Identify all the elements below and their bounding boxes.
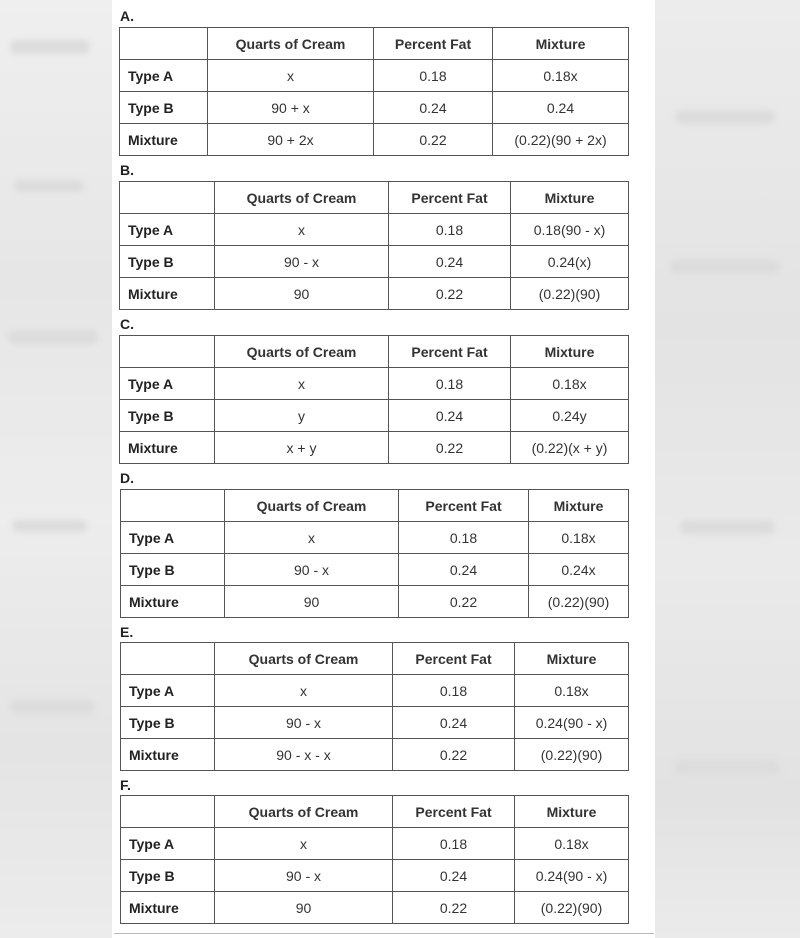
header-quarts: Quarts of Cream <box>215 643 393 675</box>
divider <box>114 933 654 934</box>
fat-cell: 0.24 <box>399 554 529 586</box>
mixture-cell: (0.22)(90) <box>515 892 629 924</box>
answer-choices-page <box>112 0 655 938</box>
fat-cell: 0.22 <box>389 432 511 464</box>
fat-cell: 0.24 <box>389 246 511 278</box>
right-background <box>655 0 800 938</box>
row-label: Type B <box>120 246 215 278</box>
choice-label: B. <box>120 162 134 178</box>
row-label: Mixture <box>121 892 215 924</box>
row-label: Mixture <box>121 739 215 771</box>
quarts-cell: x <box>215 675 393 707</box>
fat-cell: 0.18 <box>389 214 511 246</box>
mixture-cell: 0.24x <box>529 554 629 586</box>
fat-cell: 0.24 <box>393 707 515 739</box>
header-row <box>121 643 629 675</box>
fat-cell: 0.22 <box>393 739 515 771</box>
row-label: Type A <box>120 60 208 92</box>
quarts-cell: x <box>215 368 389 400</box>
mixture-table <box>119 335 629 464</box>
mixture-cell: 0.18x <box>529 522 629 554</box>
fat-cell: 0.22 <box>393 892 515 924</box>
header-quarts: Quarts of Cream <box>225 490 399 522</box>
header-mixture: Mixture <box>515 796 629 828</box>
quarts-cell: 90 - x <box>215 860 393 892</box>
choice-label: D. <box>120 470 134 486</box>
fat-cell: 0.24 <box>393 860 515 892</box>
row-label: Type B <box>121 554 225 586</box>
fat-cell: 0.18 <box>399 522 529 554</box>
table-row <box>121 522 629 554</box>
row-label: Type B <box>120 92 208 124</box>
table-row <box>121 892 629 924</box>
table-row <box>120 214 629 246</box>
table-row <box>121 739 629 771</box>
table-row <box>120 60 629 92</box>
header-mixture: Mixture <box>493 28 629 60</box>
header-mixture: Mixture <box>511 336 629 368</box>
fat-cell: 0.22 <box>399 586 529 618</box>
left-background <box>0 0 112 938</box>
fat-cell: 0.18 <box>393 675 515 707</box>
row-label: Type A <box>120 214 215 246</box>
mixture-cell: 0.24(90 - x) <box>515 707 629 739</box>
quarts-cell: 90 + 2x <box>208 124 374 156</box>
quarts-cell: x <box>208 60 374 92</box>
quarts-cell: x <box>225 522 399 554</box>
quarts-cell: x + y <box>215 432 389 464</box>
fat-cell: 0.22 <box>389 278 511 310</box>
table-row <box>120 432 629 464</box>
quarts-cell: 90 - x <box>225 554 399 586</box>
table-row <box>120 92 629 124</box>
mixture-table <box>120 642 629 771</box>
header-quarts: Quarts of Cream <box>208 28 374 60</box>
header-quarts: Quarts of Cream <box>215 796 393 828</box>
mixture-cell: 0.18x <box>515 675 629 707</box>
row-label: Type B <box>121 860 215 892</box>
mixture-cell: 0.24(90 - x) <box>515 860 629 892</box>
mixture-cell: 0.18(90 - x) <box>511 214 629 246</box>
quarts-cell: 90 + x <box>208 92 374 124</box>
mixture-cell: 0.24 <box>493 92 629 124</box>
row-label: Mixture <box>120 278 215 310</box>
header-fat: Percent Fat <box>393 796 515 828</box>
quarts-cell: 90 - x <box>215 246 389 278</box>
header-fat: Percent Fat <box>389 336 511 368</box>
header-quarts: Quarts of Cream <box>215 336 389 368</box>
quarts-cell: 90 - x <box>215 707 393 739</box>
table-row <box>120 278 629 310</box>
fat-cell: 0.24 <box>389 400 511 432</box>
choice-label: C. <box>120 316 134 332</box>
mixture-cell: 0.18x <box>511 368 629 400</box>
mixture-cell: (0.22)(90 + 2x) <box>493 124 629 156</box>
row-label: Type B <box>120 400 215 432</box>
fat-cell: 0.18 <box>393 828 515 860</box>
quarts-cell: x <box>215 828 393 860</box>
table-row <box>121 707 629 739</box>
table-row <box>121 554 629 586</box>
quarts-cell: y <box>215 400 389 432</box>
row-label: Mixture <box>120 432 215 464</box>
fat-cell: 0.18 <box>374 60 493 92</box>
table-row <box>120 124 629 156</box>
header-fat: Percent Fat <box>374 28 493 60</box>
mixture-cell: (0.22)(90) <box>529 586 629 618</box>
mixture-cell: 0.24y <box>511 400 629 432</box>
fat-cell: 0.24 <box>374 92 493 124</box>
mixture-cell: (0.22)(90) <box>515 739 629 771</box>
header-mixture: Mixture <box>515 643 629 675</box>
header-row <box>121 796 629 828</box>
quarts-cell: x <box>215 214 389 246</box>
header-row <box>120 28 629 60</box>
table-row <box>121 586 629 618</box>
row-label: Type B <box>121 707 215 739</box>
mixture-cell: 0.18x <box>515 828 629 860</box>
choice-label: F. <box>120 777 131 793</box>
table-row <box>120 400 629 432</box>
mixture-table <box>119 181 629 310</box>
header-fat: Percent Fat <box>389 182 511 214</box>
mixture-cell: 0.18x <box>493 60 629 92</box>
header-row <box>121 490 629 522</box>
row-label: Mixture <box>121 586 225 618</box>
mixture-table <box>120 489 629 618</box>
header-row <box>120 336 629 368</box>
fat-cell: 0.22 <box>374 124 493 156</box>
fat-cell: 0.18 <box>389 368 511 400</box>
table-row <box>121 675 629 707</box>
row-label: Type A <box>121 828 215 860</box>
row-label: Type A <box>120 368 215 400</box>
choice-label: A. <box>120 8 134 24</box>
table-row <box>120 246 629 278</box>
quarts-cell: 90 <box>215 278 389 310</box>
mixture-table <box>119 27 629 156</box>
row-label: Mixture <box>120 124 208 156</box>
mixture-cell: 0.24(x) <box>511 246 629 278</box>
table-row <box>121 860 629 892</box>
mixture-cell: (0.22)(90) <box>511 278 629 310</box>
header-mixture: Mixture <box>529 490 629 522</box>
header-row <box>120 182 629 214</box>
quarts-cell: 90 <box>225 586 399 618</box>
mixture-cell: (0.22)(x + y) <box>511 432 629 464</box>
table-row <box>120 368 629 400</box>
header-quarts: Quarts of Cream <box>215 182 389 214</box>
row-label: Type A <box>121 675 215 707</box>
choice-label: E. <box>120 624 134 640</box>
quarts-cell: 90 - x - x <box>215 739 393 771</box>
header-mixture: Mixture <box>511 182 629 214</box>
table-row <box>121 828 629 860</box>
mixture-table <box>120 795 629 924</box>
row-label: Type A <box>121 522 225 554</box>
header-fat: Percent Fat <box>399 490 529 522</box>
quarts-cell: 90 <box>215 892 393 924</box>
header-fat: Percent Fat <box>393 643 515 675</box>
